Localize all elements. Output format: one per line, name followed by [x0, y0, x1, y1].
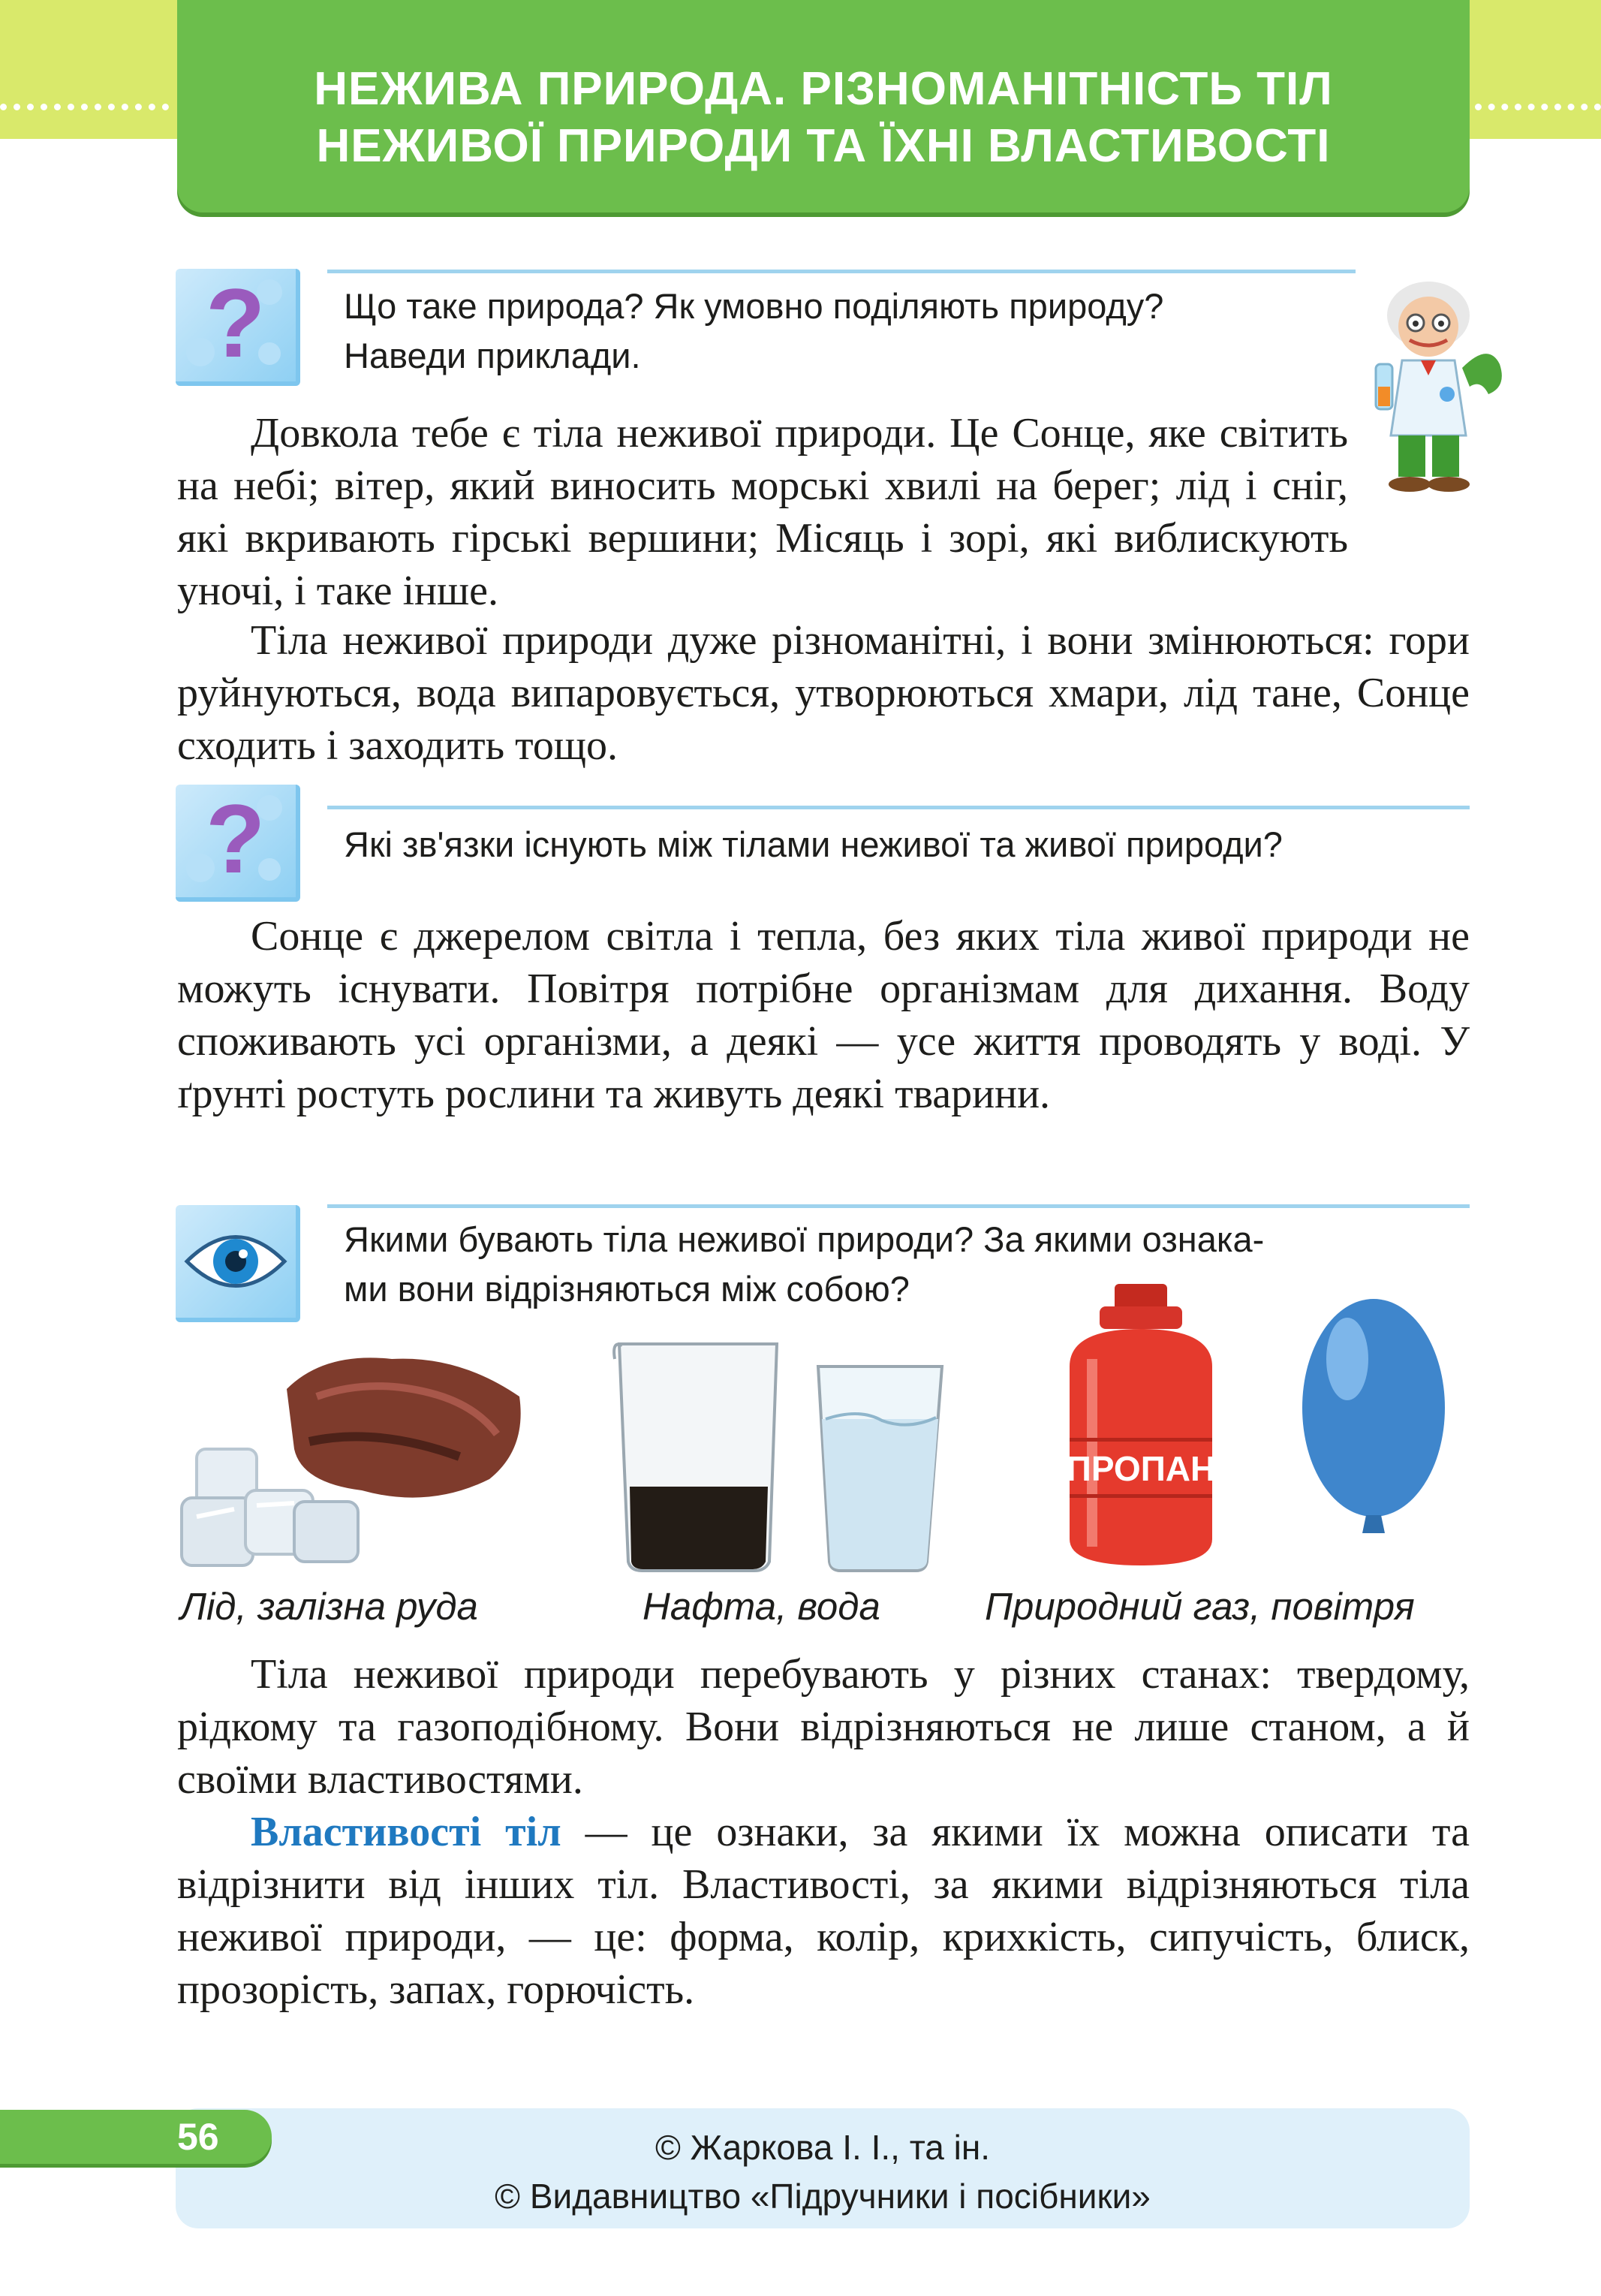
propane-and-balloon-image — [1055, 1276, 1445, 1577]
question1-text — [344, 282, 1163, 381]
observe-rule — [327, 1204, 1470, 1208]
footer-copyright-authors: © Жаркова І. І., та ін. — [655, 2128, 991, 2167]
paragraph-4: Тіла неживої природи перебувають у різних станах: твердому, рідкому та газоподібному. Вони відрізняються не лише станом, а й своїми властивостями. — [177, 1651, 1470, 1803]
question-mark-icon: ? — [176, 269, 300, 386]
caption-ice-ore: Лід, залізна руда — [180, 1585, 478, 1628]
question-mark-icon-2: ? — [176, 785, 300, 902]
cylinder-label: ПРОПАН — [1066, 1449, 1216, 1488]
question1-rule — [327, 270, 1356, 273]
paragraph-2: Тіла неживої природи дуже різноманітні, і вони змінюються: гори руйнуються, вода випаровується, утворюються хмари, лід тане, Сонце сходить і заходить тощо. — [177, 617, 1470, 769]
lesson-title-line2: НЕЖИВОЇ ПРИРОДИ ТА ЇХНІ ВЛАСТИВОСТІ — [316, 119, 1331, 172]
caption-oil-water: Нафта, вода — [643, 1585, 880, 1628]
observe-line1: Якими бувають тіла неживої природи? За якими ознака- — [344, 1219, 1265, 1259]
professor-character-icon — [1357, 274, 1545, 499]
term-properties: Властивості тіл — [251, 1809, 561, 1855]
lesson-title-line1: НЕЖИВА ПРИРОДА. РІЗНОМАНІТНІСТЬ ТІЛ — [314, 62, 1333, 115]
observe-line2: ми вони відрізняються між собою? — [344, 1269, 910, 1309]
header-dots-left — [0, 104, 169, 110]
question1-line1: Що таке природа? Як умовно поділяють природу? — [344, 286, 1164, 326]
paragraph-1: Довкола тебе є тіла неживої природи. Це Сонце, яке світить на небі; вітер, який виносить морські хвилі на берег; лід і сніг, які вкривають гірські вершини; Місяць і зорі, які виблискують уночі, і таке інше. — [177, 410, 1348, 614]
question1-line2: Наведи приклади. — [344, 336, 641, 375]
caption-gas-air: Природний газ, повітря — [985, 1585, 1415, 1628]
paragraph-5 — [177, 1806, 1470, 2016]
paragraph-3: Сонце є джерелом світла і тепла, без яких тіла живої природи не можуть існувати. Повітря потрібне організмам для дихання. Воду споживають усі організми, а деякі — усе життя проводять у воді. У ґрунті ростуть рослини та живуть деякі тварини. — [177, 913, 1470, 1117]
question2-rule — [327, 806, 1470, 809]
eye-icon — [176, 1205, 300, 1322]
ice-and-iron-ore-image — [174, 1336, 527, 1577]
footer-copyright-publisher: © Видавництво «Підручники і посібники» — [495, 2177, 1151, 2216]
paragraph-5-rest: — це ознаки, за якими їх можна описати та відрізнити від інших тіл. Властивості, за якими відрізняються тіла неживої природи, — це: форма, колір, крихкість, сипучість, блиск, прозорість, запах, горючість. — [177, 1809, 1470, 2013]
oil-and-water-image — [612, 1336, 957, 1577]
page-number: 56 — [177, 2116, 219, 2158]
header-dots-right — [1475, 104, 1601, 110]
lesson-title — [314, 61, 1332, 175]
lesson-title-box — [177, 0, 1470, 212]
question2-text: Які зв'язки існують між тілами неживої та живої природи? — [344, 824, 1283, 864]
